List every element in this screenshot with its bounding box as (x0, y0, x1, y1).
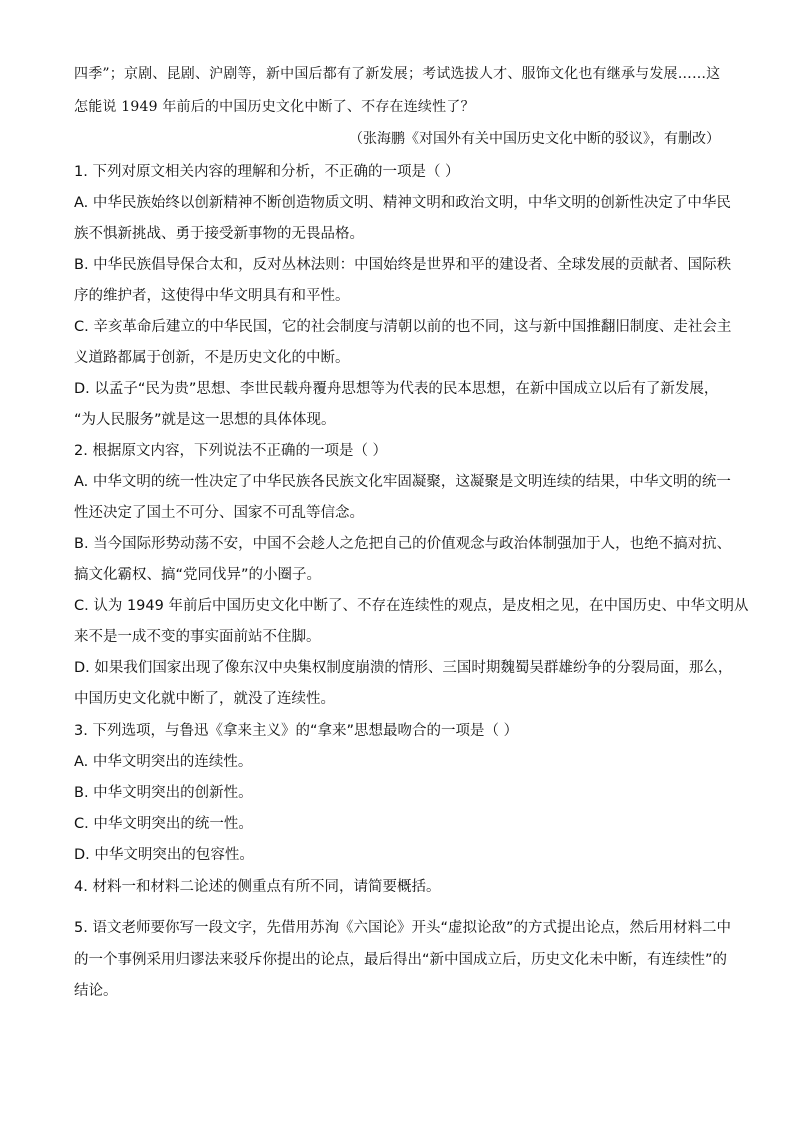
question-5-line-1: 5. 语文老师要你写一段文字，先借用苏洵《六国论》开头“虚拟论敌”的方式提出论点，然后用材料二中 (74, 920, 731, 936)
question-2-option-b-cont: 搞文化霸权、搞“党同伐异”的小圈子。 (74, 567, 322, 583)
question-1-option-d: D. 以孟子“民为贵”思想、李世民载舟覆舟思想等为代表的民本思想，在新中国成立以后有了新发展， (74, 381, 719, 397)
question-1-option-a: A. 中华民族始终以创新精神不断创造物质文明、精神文明和政治文明，中华文明的创新性决定了中华民 (74, 195, 731, 211)
question-1-option-b: B. 中华民族倡导保合太和，反对丛林法则：中国始终是世界和平的建设者、全球发展的贡献者、国际秩 (74, 257, 732, 273)
question-1-option-b-cont: 序的维护者，这使得中华文明具有和平性。 (74, 288, 350, 304)
question-5-line-3: 结论。 (74, 983, 118, 999)
question-2-option-c-cont: 来不是一成不变的事实面前站不住脚。 (74, 629, 321, 645)
question-1-option-a-cont: 族不惧新挑战、勇于接受新事物的无畏品格。 (74, 226, 364, 242)
question-1-option-c: C. 辛亥革命后建立的中华民国，它的社会制度与清朝以前的也不同，这与新中国推翻旧制度、走社会主 (74, 319, 732, 335)
question-3-stem: 3. 下列选项，与鲁迅《拿来主义》的“拿来”思想最吻合的一项是（ ） (74, 723, 519, 739)
question-3-option-a: A. 中华文明突出的连续性。 (74, 754, 253, 770)
question-2-option-a-cont: 性还决定了国土不可分、国家不可乱等信念。 (74, 505, 364, 521)
question-5-line-2: 的一个事例采用归谬法来驳斥你提出的论点，最后得出“新中国成立后，历史文化未中断，有连续性”的 (74, 952, 728, 968)
question-2-option-a: A. 中华文明的统一性决定了中华民族各民族文化牢固凝聚，这凝聚是文明连续的结果，中华文明的统一 (74, 474, 731, 490)
question-2-option-d-cont: 中国历史文化就中断了，就没了连续性。 (74, 691, 335, 707)
question-1-stem: 1. 下列对原文相关内容的理解和分析，不正确的一项是（ ） (74, 164, 460, 180)
question-2-option-b: B. 当今国际形势动荡不安，中国不会趁人之危把自己的价值观念与政治体制强加于人，也绝不搞对抗、 (74, 536, 732, 552)
question-3-option-b: B. 中华文明突出的创新性。 (74, 785, 253, 801)
question-1-option-c-cont: 义道路都属于创新，不是历史文化的中断。 (74, 350, 350, 366)
question-4-stem: 4. 材料一和材料二论述的侧重点有所不同，请简要概括。 (74, 879, 441, 895)
question-2-stem: 2. 根据原文内容，下列说法不正确的一项是（ ） (74, 443, 388, 459)
question-2-option-d: D. 如果我们国家出现了像东汉中央集权制度崩溃的情形、三国时期魏蜀吴群雄纷争的分裂局面，那么， (74, 660, 733, 676)
passage-source: （张海鹏《对国外有关中国历史文化中断的驳议》，有删改） (349, 131, 720, 147)
passage-line-1: 四季”；京剧、昆剧、沪剧等，新中国后都有了新发展；考试选拔人才、服饰文化也有继承与发展……这 (74, 66, 721, 82)
question-1-option-d-cont: “为人民服务”就是这一思想的具体体现。 (74, 412, 336, 428)
question-3-option-c: C. 中华文明突出的统一性。 (74, 816, 253, 832)
question-3-option-d: D. 中华文明突出的包容性。 (74, 847, 254, 863)
question-2-option-c: C. 认为 1949 年前后中国历史文化中断了、不存在连续性的观点，是皮相之见，在中国历史、中华文明从 (74, 598, 749, 614)
passage-line-2: 怎能说 1949 年前后的中国历史文化中断了、不存在连续性了？ (74, 99, 475, 115)
